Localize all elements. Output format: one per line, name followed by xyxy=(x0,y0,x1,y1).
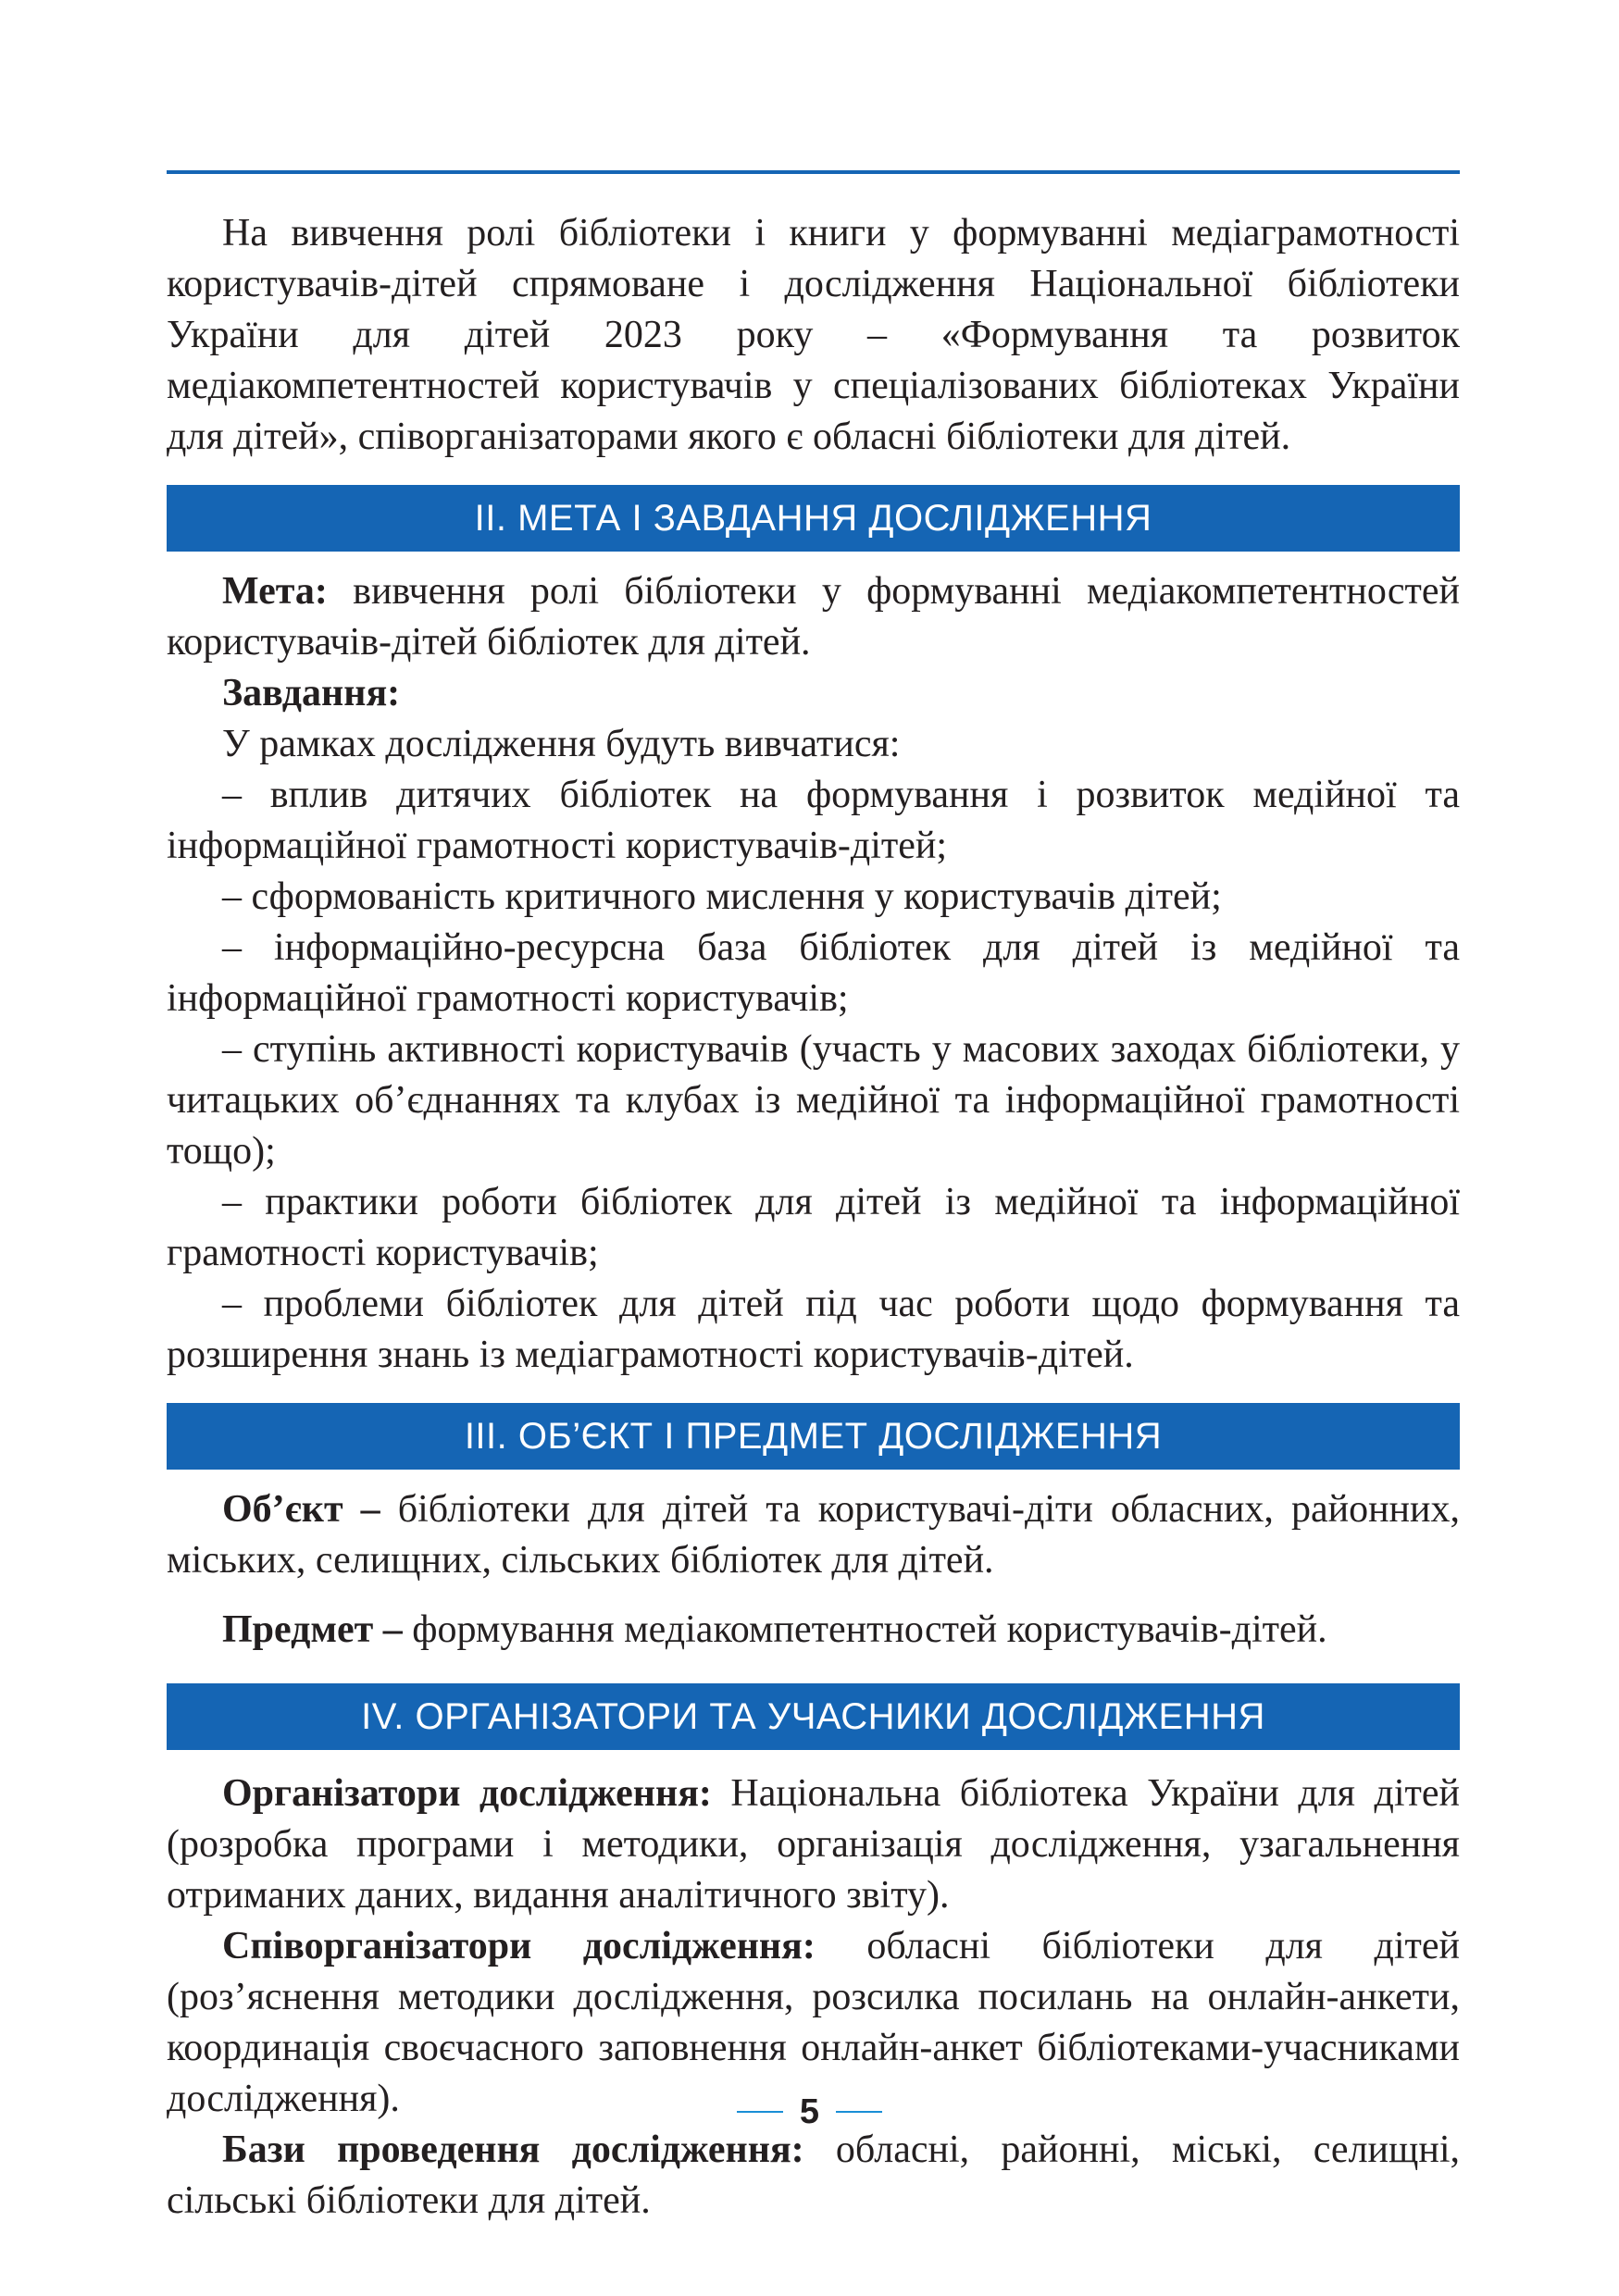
organizers-paragraph xyxy=(167,1769,1460,1921)
goal-text: вивчення ролі бібліотеки у формуванні медіакомпетентностей користувачів-дітей бібліотек для дітей. xyxy=(167,570,1460,664)
task-item-6: – проблеми бібліотек для дітей під час роботи щодо формування та розширення знань із медіаграмотності користувачів-дітей. xyxy=(167,1283,1460,1376)
task-item-3: – інформаційно-ресурсна база бібліотек для дітей із медійної та інформаційної грамотності користувачів; xyxy=(167,926,1460,1020)
bases-paragraph xyxy=(167,2125,1460,2227)
footer-dash-left xyxy=(737,2111,783,2113)
page-footer xyxy=(0,2093,1619,2130)
bases-text: обласні, районні, міські, селищні, сільські бібліотеки для дітей. xyxy=(167,2128,1460,2222)
organizers-label: Організатори дослідження: xyxy=(222,1772,712,1815)
section-heading-organizers-participants: IV. ОРГАНІЗАТОРИ ТА УЧАСНИКИ ДОСЛІДЖЕННЯ xyxy=(167,1683,1460,1750)
section-heading-object-subject: III. ОБ’ЄКТ І ПРЕДМЕТ ДОСЛІДЖЕННЯ xyxy=(167,1403,1460,1470)
coorganizers-text: обласні бібліотеки для дітей (роз’яснення методики дослідження, розсилка посилань на онлайн-анкети, координація своєчасного заповнення онлайн-анкет бібліотеками-учасниками дослідження). xyxy=(167,1925,1460,2120)
top-rule xyxy=(167,170,1460,174)
task-item-2: – сформованість критичного мислення у користувачів дітей; xyxy=(222,875,1222,918)
goal-label: Мета: xyxy=(222,570,328,613)
page-number: 5 xyxy=(799,2091,820,2131)
subject-label: Предмет – xyxy=(222,1608,403,1651)
task-item-4: – ступінь активності користувачів (участь у масових заходах бібліотеки, у читацьких об’єднаннях та клубах із медійної та інформаційної грамотності тощо); xyxy=(167,1028,1460,1173)
footer-dash-right xyxy=(836,2111,882,2113)
intro-paragraph: На вивчення ролі бібліотеки і книги у формуванні медіаграмотності користувачів-дітей спрямоване і дослідження Національної бібліотеки України для дітей 2023 року – «Формування та розвиток медіакомпетентностей користувачів у спеціалізованих бібліотеках України для дітей», співорганізаторами якого є обласні бібліотеки для дітей. xyxy=(167,212,1460,458)
subject-text: формування медіакомпетентностей користувачів-дітей. xyxy=(402,1608,1327,1651)
tasks-intro: У рамках дослідження будуть вивчатися: xyxy=(222,723,901,765)
page-content xyxy=(167,208,1460,2227)
goal-paragraph xyxy=(167,566,1460,668)
task-item-1: – вплив дитячих бібліотек на формування і розвиток медійної та інформаційної грамотності користувачів-дітей; xyxy=(167,774,1460,867)
task-item-5: – практики роботи бібліотек для дітей із медійної та інформаційної грамотності користувачів; xyxy=(167,1181,1460,1274)
subject-paragraph xyxy=(167,1605,1460,1656)
coorganizers-label: Співорганізатори дослідження: xyxy=(222,1925,816,1967)
tasks-label-paragraph xyxy=(167,668,1460,719)
organizers-text: Національна бібліотека України для дітей (розробка програми і методики, організація дослідження, узагальнення отриманих даних, видання аналітичного звіту). xyxy=(167,1772,1460,1917)
object-label: Об’єкт – xyxy=(222,1488,380,1531)
section-heading-goal-tasks: II. МЕТА І ЗАВДАННЯ ДОСЛІДЖЕННЯ xyxy=(167,485,1460,552)
bases-label: Бази проведення дослідження: xyxy=(222,2128,804,2171)
object-paragraph xyxy=(167,1484,1460,1586)
tasks-label: Завдання: xyxy=(222,672,401,714)
object-text: бібліотеки для дітей та користувачі-діти обласних, районних, міських, селищних, сільських бібліотек для дітей. xyxy=(167,1488,1460,1582)
